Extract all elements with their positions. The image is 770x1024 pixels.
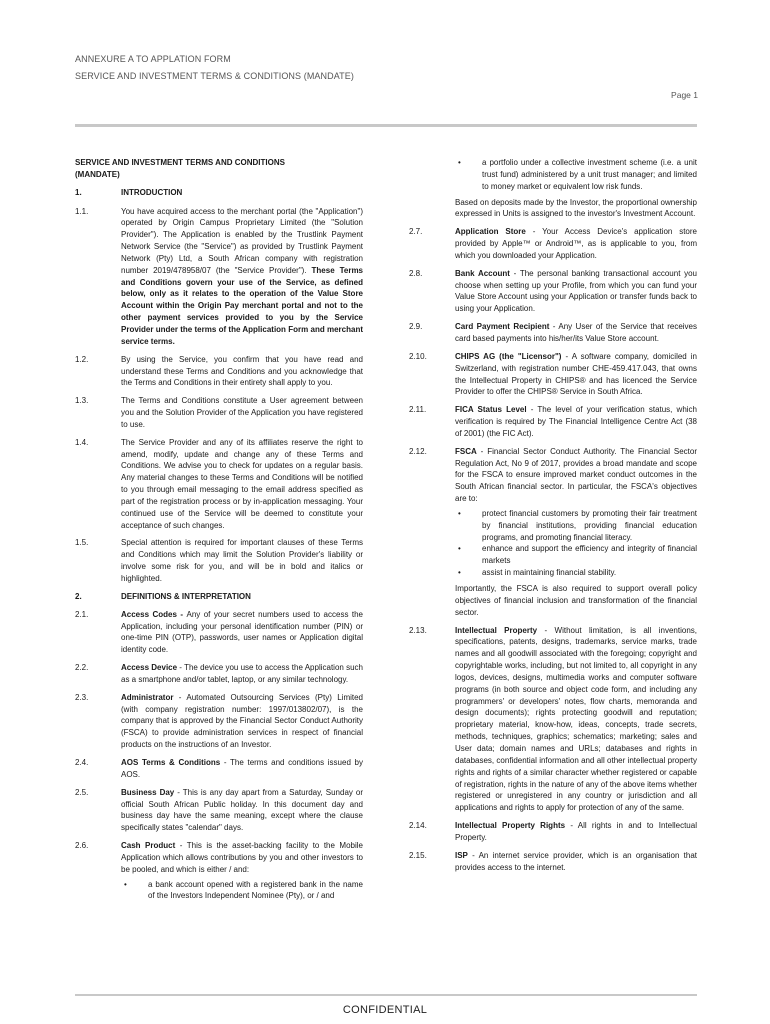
- list-item: • protect financial customers by promoting their fair treatment by financial institutions, providing financial education programs, and promoting financial literacy.: [455, 508, 697, 544]
- clause-2-4: 2.4. AOS Terms & Conditions - The terms and conditions issued by AOS.: [75, 757, 363, 779]
- clause-1-1: 1.1. You have acquired access to the merchant portal (the "Application") operated by Origin Campus Proprietary Limited (the "Solution Provider"). The Application is enabled by the Trustlink Payment Network Service (the "Service") as provided by Trustlink Payment Network (Pty) Ltd, a South African company with registration number 2019/478958/07 (the "Service Provider"). These Terms and Conditions govern your use of the Service, as defined below, only as it relates to the operation of the Value Store Account within the Origin Pay merchant portal and not to the other payment services provided to you by the Service Provider under the terms of the Application Form and merchant service terms.: [75, 206, 364, 346]
- list-item: • a bank account opened with a registered bank in the name of the Investors Independent Nominee (Pty), or / and: [121, 879, 363, 903]
- header-line-1: ANNEXURE A TO APPLATION FORM: [75, 54, 231, 64]
- clause-1-3: 1.3. The Terms and Conditions constitute a User agreement between you and the Solution Provider of the Application you have registered to use.: [75, 396, 363, 429]
- clause-2-13: 2.13. Intellectual Property - Without limitation, is all inventions, specifications, patents, designs, trademarks, service marks, trade names and all goodwill associated with the foregoing; copyright and copyrightable works, including, but not limited to, all copyright in any logos, devices, designs, multimedia works and computer software programs (in both source and object code form, and including any programmers' or developers' notes, flow charts, memoranda and design documents); rights protecting goodwill and reputation; proprietary material, know-how, ideas, concepts, trade secrets, methods, techniques, graphics; schematics; marketing; sales and User data; domain names and URLs; databases and rights in databases, confidential information and all other intellectual property rights and rights of a similar character whether registered or capable of registration, rights in the nature of any of the above items whether registered or unregistered in any country or jurisdiction and all applications and rights to apply for protection of any of the same.: [409, 625, 697, 813]
- clause-2-10: 2.10. CHIPS AG (the "Licensor") - A software company, domiciled in Switzerland, with registration number CHE-459.417.043, that owns the Intellectual Property in CHIPS® and has licenced the Service Provider to offer the CHIPS® Service in South Africa.: [409, 351, 698, 397]
- clause-2-7: 2.7. Application Store - Your Access Device's application store provided by Apple™ or Android™, as is applicable to you, from which you downloaded your Application.: [409, 227, 697, 260]
- document-title: SERVICE AND INVESTMENT TERMS AND CONDITIONS (MANDATE): [75, 158, 285, 179]
- clause-2-1: 2.1. Access Codes - Any of your secret numbers used to access the Application, including your personal identification number (PIN) or one-time PIN (OTP), passwords, user names or Application digital identity code.: [75, 609, 364, 655]
- clause-1-4: 1.4. The Service Provider and any of its affiliates reserve the right to amend, modify, update and change any of these Terms and Conditions. We advise you to check for updates on a regular basis. Any material changes to these Terms and Conditions will be notified to you through email messaging to the email address specified as part of the registration process or by in-application messaging. Your continued use of the Service will be deemed to constitute your acceptance of such changes.: [75, 437, 363, 530]
- clause-2-9: 2.9. Card Payment Recipient - Any User of the Service that receives card based payments into his/her/its Value Store account.: [409, 322, 698, 343]
- clause-2-12: 2.12. FSCA - Financial Sector Conduct Authority. The Financial Sector Regulation Act, No 9 of 2017, provides a broad mandate and scope for the FSCA to ensure improved market conduct outcomes in the South African financial sector. In particular, the FSCA's objectives are to: • protect financial customers by promoting their fair treatment by financial institutions, providing financial education programs, and promoting financial literacy. • enhance and support the efficiency and integrity of financial markets • assist in maintaining financial stability. Importantly, the FSCA is also required to support overall policy objectives of financial inclusion and transformation of the financial sector.: [409, 446, 697, 619]
- fsca-objectives-list: [455, 508, 697, 579]
- clause-1-5: 1.5. Special attention is required for important clauses of these Terms and Conditions which may limit the Solution Provider's liability or involve some risk for you, and will be in bold and italics or highlighted.: [75, 538, 363, 583]
- clause-2-15: 2.15. ISP - An internet service provider, which is an organisation that provides access to the internet.: [409, 850, 697, 872]
- list-item: • a portfolio under a collective investment scheme (i.e. a unit trust fund) administered by a unit trust manager; and limited to money market or equivalent low risk funds.: [455, 157, 697, 193]
- clause-2-11: 2.11. FICA Status Level - The level of your verification status, which verification is required by The Financial Intelligence Centre Act (38 of 2001) (the FIC Act).: [409, 405, 698, 438]
- section-1-heading: 1. INTRODUCTION: [75, 187, 183, 197]
- cash-product-note: Based on deposits made by the Investor, the proportional ownership expressed in Units is assigned to the investor's Investment Account.: [455, 197, 697, 219]
- left-column: [75, 157, 363, 902]
- page-number: Page 1: [671, 90, 698, 100]
- list-item: • enhance and support the efficiency and integrity of financial markets: [455, 543, 697, 567]
- clause-2-14: 2.14. Intellectual Property Rights - All rights in and to Intellectual Property.: [409, 821, 697, 842]
- fsca-note: Importantly, the FSCA is also required to support overall policy objectives of financial inclusion and transformation of the financial sector.: [455, 584, 697, 617]
- footer-divider: [75, 994, 697, 996]
- section-2-heading: 2. DEFINITIONS & INTERPRETATION: [75, 591, 251, 601]
- clause-2-3: 2.3. Administrator - Automated Outsourcing Services (Pty) Limited (with company registration number: 1997/013802/07), is the company that is approved by the Financial Sector Conduct Authority (FSCA) to provide administration services in respect of financial products on the instructions of an Investor.: [75, 692, 363, 750]
- cash-product-bullets: [121, 879, 363, 903]
- clause-2-5: 2.5. Business Day - This is any day apart from a Saturday, Sunday or official South African Public holiday. In this document day and business day have the same meaning, except where the clause specifically states "calendar" days.: [75, 787, 364, 833]
- clause-2-2: 2.2. Access Device - The device you use to access the Application such as a smartphone and/or tablet, laptop, or any similar technology.: [75, 663, 363, 684]
- header-divider: [75, 124, 697, 127]
- cash-product-bullets-continued: [455, 157, 697, 193]
- confidential-footer: CONFIDENTIAL: [342, 1004, 428, 1016]
- right-column: [409, 157, 697, 873]
- header-line-2: SERVICE AND INVESTMENT TERMS & CONDITIONS (MANDATE): [75, 71, 354, 81]
- list-item: • assist in maintaining financial stability.: [455, 567, 697, 579]
- clause-1-2: 1.2. By using the Service, you confirm that you have read and understand these Terms and Conditions and you acknowledge that the Terms and Conditions in their entirety shall apply to you.: [75, 354, 363, 388]
- clause-2-6: 2.6. Cash Product - This is the asset-backing facility to the Mobile Application which allows contributions by you and other investors to be pooled, and which is either / and: • a bank account opened with a registered bank in the name of the Investors Independent Nominee (Pty), or / and: [75, 840, 363, 902]
- clause-2-8: 2.8. Bank Account - The personal banking transactional account you choose when setting up your Profile, from which you can fund your Value Store Account using your Application or transfer funds back to using your Application.: [409, 268, 697, 314]
